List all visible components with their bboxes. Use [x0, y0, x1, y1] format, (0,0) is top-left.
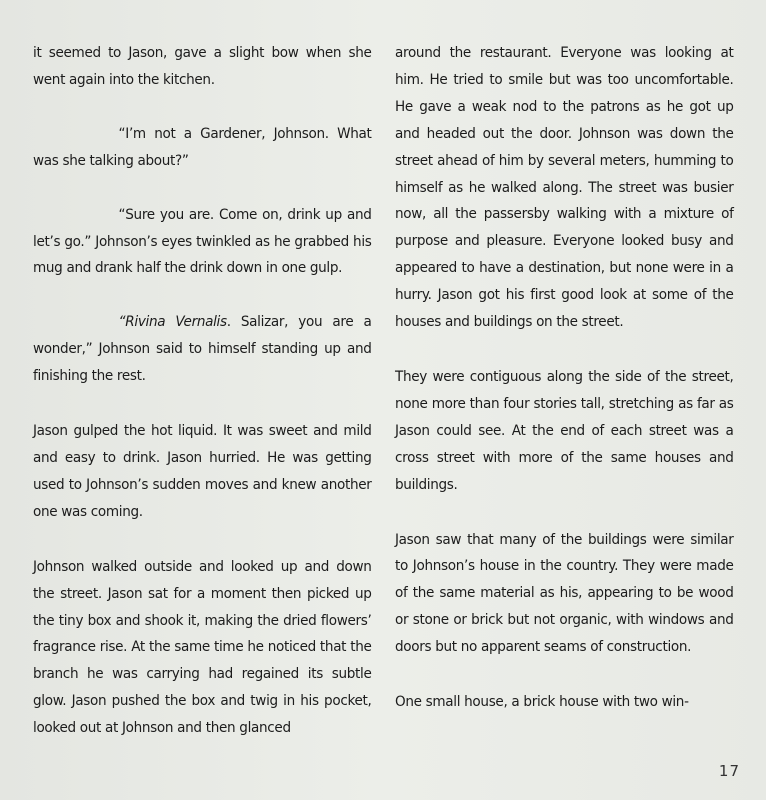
paragraph: around the restaurant. Everyone was looking at him. He tried to smile but was too uncomfortable. He gave a weak nod to the patrons as he got up and headed out the door. Johnson was down the street ahead of him by several meters, humming to himself as he walked along. The street was busier now, all the passersby walking with a mixture of purpose and pleasure. Everyone looked busy and appeared to have a destination, but none were in a hurry. Jason got his first good look at some of the houses and buildings on the street. — [395, 44, 734, 331]
paragraph: They were contiguous along the side of the street, none more than four stories tall, stretching as far as Jason could see. At the end of each street was a cross street with more of the same houses and buildings. — [395, 367, 734, 493]
paragraph: it seemed to Jason, gave a slight bow when she went again into the kitchen. — [33, 44, 372, 88]
page-number: 17 — [718, 762, 740, 780]
left-text-column — [33, 40, 372, 742]
paragraph: “I’m not a Gardener, Johnson. What was she talking about?” — [33, 124, 372, 169]
paragraph: Jason saw that many of the buildings were similar to Johnson’s house in the country. They were made of the same material as his, appearing to be wood or stone or brick but not organic, with windows and doors but no apparent seams of construction. — [395, 530, 734, 656]
italic-phrase: “Rivina Vernalis — [118, 313, 227, 331]
paragraph: “Sure you are. Come on, drink up and let’s go.” Johnson’s eyes twinkled as he grabbed his mug and drank half the drink down in one gulp. — [33, 205, 372, 277]
paragraph-text: . Salizar, you are a wonder,” Johnson said to himself standing up and finishing the rest. — [33, 313, 372, 385]
paragraph: Jason gulped the hot liquid. It was sweet and mild and easy to drink. Jason hurried. He was getting used to Johnson’s sudden moves and knew another one was coming. — [33, 422, 372, 520]
paragraph: Johnson walked outside and looked up and down the street. Jason sat for a moment then picked up the tiny box and shook it, making the dried flowers’ fragrance rise. At the same time he noticed that the branch he was carrying had regained its subtle glow. Jason pushed the box and twig in his pocket, looked out at Johnson and then glanced — [33, 557, 372, 737]
paragraph: One small house, a brick house with two win- — [395, 693, 689, 711]
paragraph — [33, 309, 372, 390]
right-text-column — [395, 40, 734, 716]
